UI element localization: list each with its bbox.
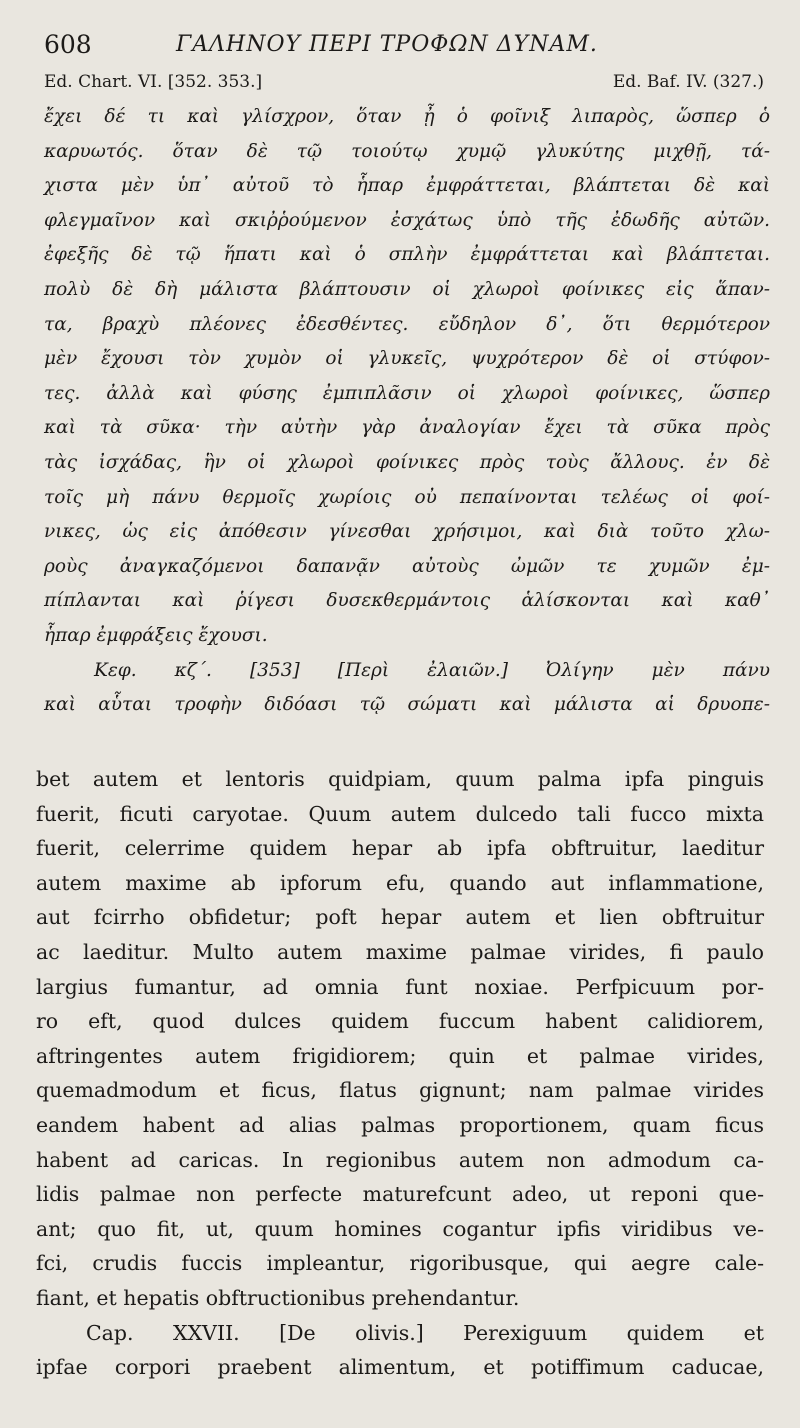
greek-text-block <box>44 100 770 723</box>
greek-line: τες. ἀλλὰ καὶ φύσης ἐμπιπλᾶσιν οἱ χλωροὶ φοίνικες, ὥσπερ <box>44 382 770 404</box>
greek-line: τὰς ἰσχάδας, ἣν οἱ χλωροὶ φοίνικες πρὸς τοὺς ἄλλους. ἐν δὲ <box>44 451 770 473</box>
latin-line: lidis palmae non perfecte maturefcunt adeo, ut reponi que- <box>36 1182 764 1207</box>
greek-line: καὶ τὰ σῦκα· τὴν αὐτὴν γὰρ ἀναλογίαν ἔχει τὰ σῦκα πρὸς <box>44 417 770 439</box>
latin-line: fci, crudis fuccis impleantur, rigoribusque, qui aegre cale- <box>36 1251 764 1276</box>
latin-line-last: fiant, et hepatis obftructionibus prehendantur. <box>36 1285 520 1310</box>
greek-line: ἐφεξῆς δὲ τῷ ἥπατι καὶ ὁ σπλὴν ἐμφράττεται καὶ βλάπτεται. <box>44 244 770 266</box>
greek-line: καρυωτός. ὅταν δὲ τῷ τοιούτῳ χυμῷ γλυκύτης μιχθῇ, τά- <box>44 140 770 162</box>
edition-reference-basel: Ed. Baf. IV. (327.) <box>612 72 764 92</box>
latin-line: ac laeditur. Multo autem maxime palmae virides, fi paulo <box>36 939 764 964</box>
latin-line: fuerit, celerrime quidem hepar ab ipfa obftruitur, laeditur <box>36 836 764 861</box>
running-head <box>44 30 760 64</box>
greek-line: τοῖς μὴ πάνυ θερμοῖς χωρίοις οὐ πεπαίνονται τελέως οἱ φοί- <box>44 486 770 508</box>
latin-line: autem maxime ab ipforum efu, quando aut inflammatione, <box>36 870 764 895</box>
greek-line: χιστα μὲν ὑπ᾽ αὐτοῦ τὸ ἧπαρ ἐμφράττεται, βλάπτεται δὲ καὶ <box>44 175 770 197</box>
latin-line: aut fcirrho obfidetur; poft hepar autem et lien obftruitur <box>36 905 764 930</box>
latin-line: eandem habent ad alias palmas proportionem, quam ficus <box>36 1112 764 1137</box>
latin-line: quemadmodum et ficus, flatus gignunt; nam palmae virides <box>36 1078 764 1103</box>
greek-line: μὲν ἔχουσι τὸν χυμὸν οἱ γλυκεῖς, ψυχρότερον δὲ οἱ στύφον- <box>44 348 770 370</box>
edition-reference-line <box>44 72 764 96</box>
latin-chapter-heading-line: Cap. XXVII. [De olivis.] Perexiguum quidem et <box>86 1320 764 1345</box>
greek-line: νικες, ὡς εἰς ἀπόθεσιν γίνεσθαι χρήσιμοι, καὶ διὰ τοῦτο χλω- <box>44 521 770 543</box>
greek-line: καὶ αὗται τροφὴν διδόασι τῷ σώματι καὶ μάλιστα αἱ δρυοπε- <box>44 694 770 716</box>
latin-line: habent ad caricas. In regionibus autem non admodum ca- <box>36 1147 764 1172</box>
latin-text-block <box>36 762 764 1385</box>
greek-line: πολὺ δὲ δὴ μάλιστα βλάπτουσιν οἱ χλωροὶ φοίνικες εἰς ἅπαν- <box>44 278 770 300</box>
latin-line: fuerit, ficuti caryotae. Quum autem dulcedo tali fucco mixta <box>36 801 764 826</box>
greek-line: ροὺς ἀναγκαζόμενοι δαπανᾷν αὐτοὺς ὠμῶν τε χυμῶν ἐμ- <box>44 555 770 577</box>
running-title: ΓΑΛΗΝΟΥ ΠΕΡΙ ΤΡΟΦΩΝ ΔΥΝΑΜ. <box>176 32 598 57</box>
greek-chapter-heading-line: Κεφ. κζ΄. [353] [Περὶ ἐλαιῶν.] Ὀλίγην μὲν πάνυ <box>94 659 770 681</box>
greek-line: πίπλανται καὶ ῥίγεσι δυσεκθερμάντοις ἁλίσκονται καὶ καθ᾽ <box>44 590 770 612</box>
latin-line: largius fumantur, ad omnia funt noxiae. Perfpicuum por- <box>36 974 764 999</box>
greek-line-last: ἧπαρ ἐμφράξεις ἔχουσι. <box>44 624 268 646</box>
page-number: 608 <box>44 30 92 59</box>
greek-line: ἔχει δέ τι καὶ γλίσχρον, ὅταν ᾖ ὁ φοῖνιξ λιπαρὸς, ὥσπερ ὁ <box>44 106 770 127</box>
latin-line: bet autem et lentoris quidpiam, quum palma ipfa pinguis <box>36 767 764 791</box>
latin-line: ro eft, quod dulces quidem fuccum habent calidiorem, <box>36 1009 764 1034</box>
latin-line: ipfae corpori praebent alimentum, et potiffimum caducae, <box>36 1355 764 1380</box>
latin-line: aftringentes autem frigidiorem; quin et palmae virides, <box>36 1043 764 1068</box>
latin-line: ant; quo fit, ut, quum homines cogantur ipfis viridibus ve- <box>36 1216 764 1241</box>
edition-reference-chartier: Ed. Chart. VI. [352. 353.] <box>44 72 263 92</box>
greek-line: φλεγμαῖνον καὶ σκιῤῥούμενον ἐσχάτως ὑπὸ τῆς ἐδωδῆς αὐτῶν. <box>44 209 770 231</box>
greek-line: τα, βραχὺ πλέονες ἐδεσθέντες. εὔδηλον δ᾽, ὅτι θερμότερον <box>44 313 770 335</box>
